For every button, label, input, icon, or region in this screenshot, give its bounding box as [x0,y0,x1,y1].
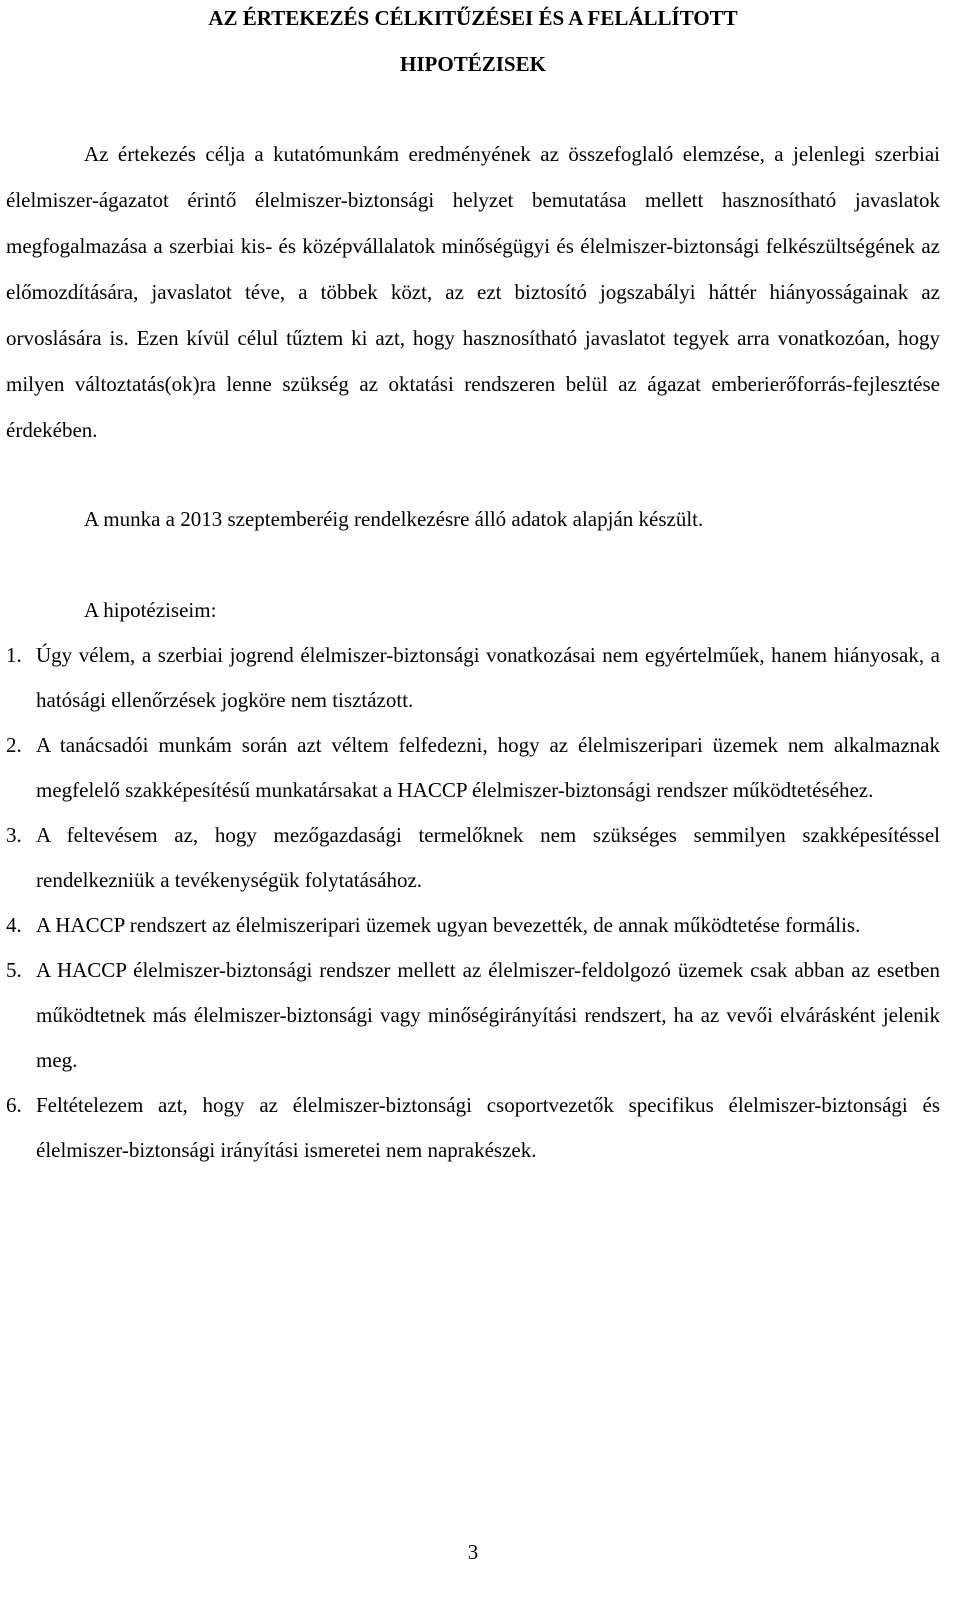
work-paragraph: A munka a 2013 szeptemberéig rendelkezésre álló adatok alapján készült. [84,507,704,531]
hypothesis-item [6,633,940,723]
hypothesis-number: 1. [6,643,22,667]
page-title-line-1: AZ ÉRTEKEZÉS CÉLKITŰZÉSEI ÉS A FELÁLLÍTOTT [208,6,738,30]
hypothesis-number: 5. [6,958,22,982]
intro-paragraph: Az értekezés célja a kutatómunkám eredményének az összefoglaló elemzése, a jelenlegi szerbiai élelmiszer-ágazatot érintő élelmiszer-biztonsági helyzet bemutatása mellett hasznosítható javaslatok megfogalmazása a szerbiai kis- és középvállalatok minőségügyi és élelmiszer-biztonsági felkészültségének az előmozdítására, javaslatot téve, a többek közt, az ezt biztosító jogszabályi háttér hiányosságainak az orvoslására is. Ezen kívül célul tűztem ki azt, hogy hasznosítható javaslatot tegyek arra vonatkozóan, hogy milyen változtatás(ok)ra lenne szükség az oktatási rendszeren belül az ágazat emberierőforrás-fejlesztése érdekében. [6,142,940,442]
hypotheses-list [6,633,940,1173]
hypothesis-item [6,813,940,903]
hypothesis-item [6,903,940,948]
hypothesis-item [6,723,940,813]
hypothesis-text: A tanácsadói munkám során azt véltem felfedezni, hogy az élelmiszeripari üzemek nem alkalmaznak megfelelő szakképesítésű munkatársakat a HACCP élelmiszer-biztonsági rendszer működtetéséhez. [36,733,940,802]
hypothesis-number: 6. [6,1093,22,1117]
hypothesis-text: Feltételezem azt, hogy az élelmiszer-biztonsági csoportvezetők specifikus élelmiszer-biztonsági és élelmiszer-biztonsági irányítási ismeretei nem naprakészek. [36,1093,940,1162]
hypothesis-item [6,1083,940,1173]
hypothesis-text: Úgy vélem, a szerbiai jogrend élelmiszer-biztonsági vonatkozásai nem egyértelműek, hanem hiányosak, a hatósági ellenőrzések jogköre nem tisztázott. [36,643,940,712]
page-number: 3 [467,1540,479,1564]
page-title-line-2: HIPOTÉZISEK [400,52,546,76]
hypothesis-number: 4. [6,913,22,937]
hypothesis-number: 2. [6,733,22,757]
hypothesis-text: A HACCP rendszert az élelmiszeripari üzemek ugyan bevezették, de annak működtetése formális. [36,913,861,937]
hypothesis-text: A HACCP élelmiszer-biztonsági rendszer mellett az élelmiszer-feldolgozó üzemek csak abban az esetben működtetnek más élelmiszer-biztonsági vagy minőségirányítási rendszert, ha az vevői elvárásként jelenik meg. [36,958,940,1072]
hypotheses-heading: A hipotéziseim: [84,598,217,622]
hypothesis-text: A feltevésem az, hogy mezőgazdasági termelőknek nem szükséges semmilyen szakképesítéssel rendelkezniük a tevékenységük folytatásához. [36,823,940,892]
hypothesis-item [6,948,940,1083]
hypothesis-number: 3. [6,823,22,847]
